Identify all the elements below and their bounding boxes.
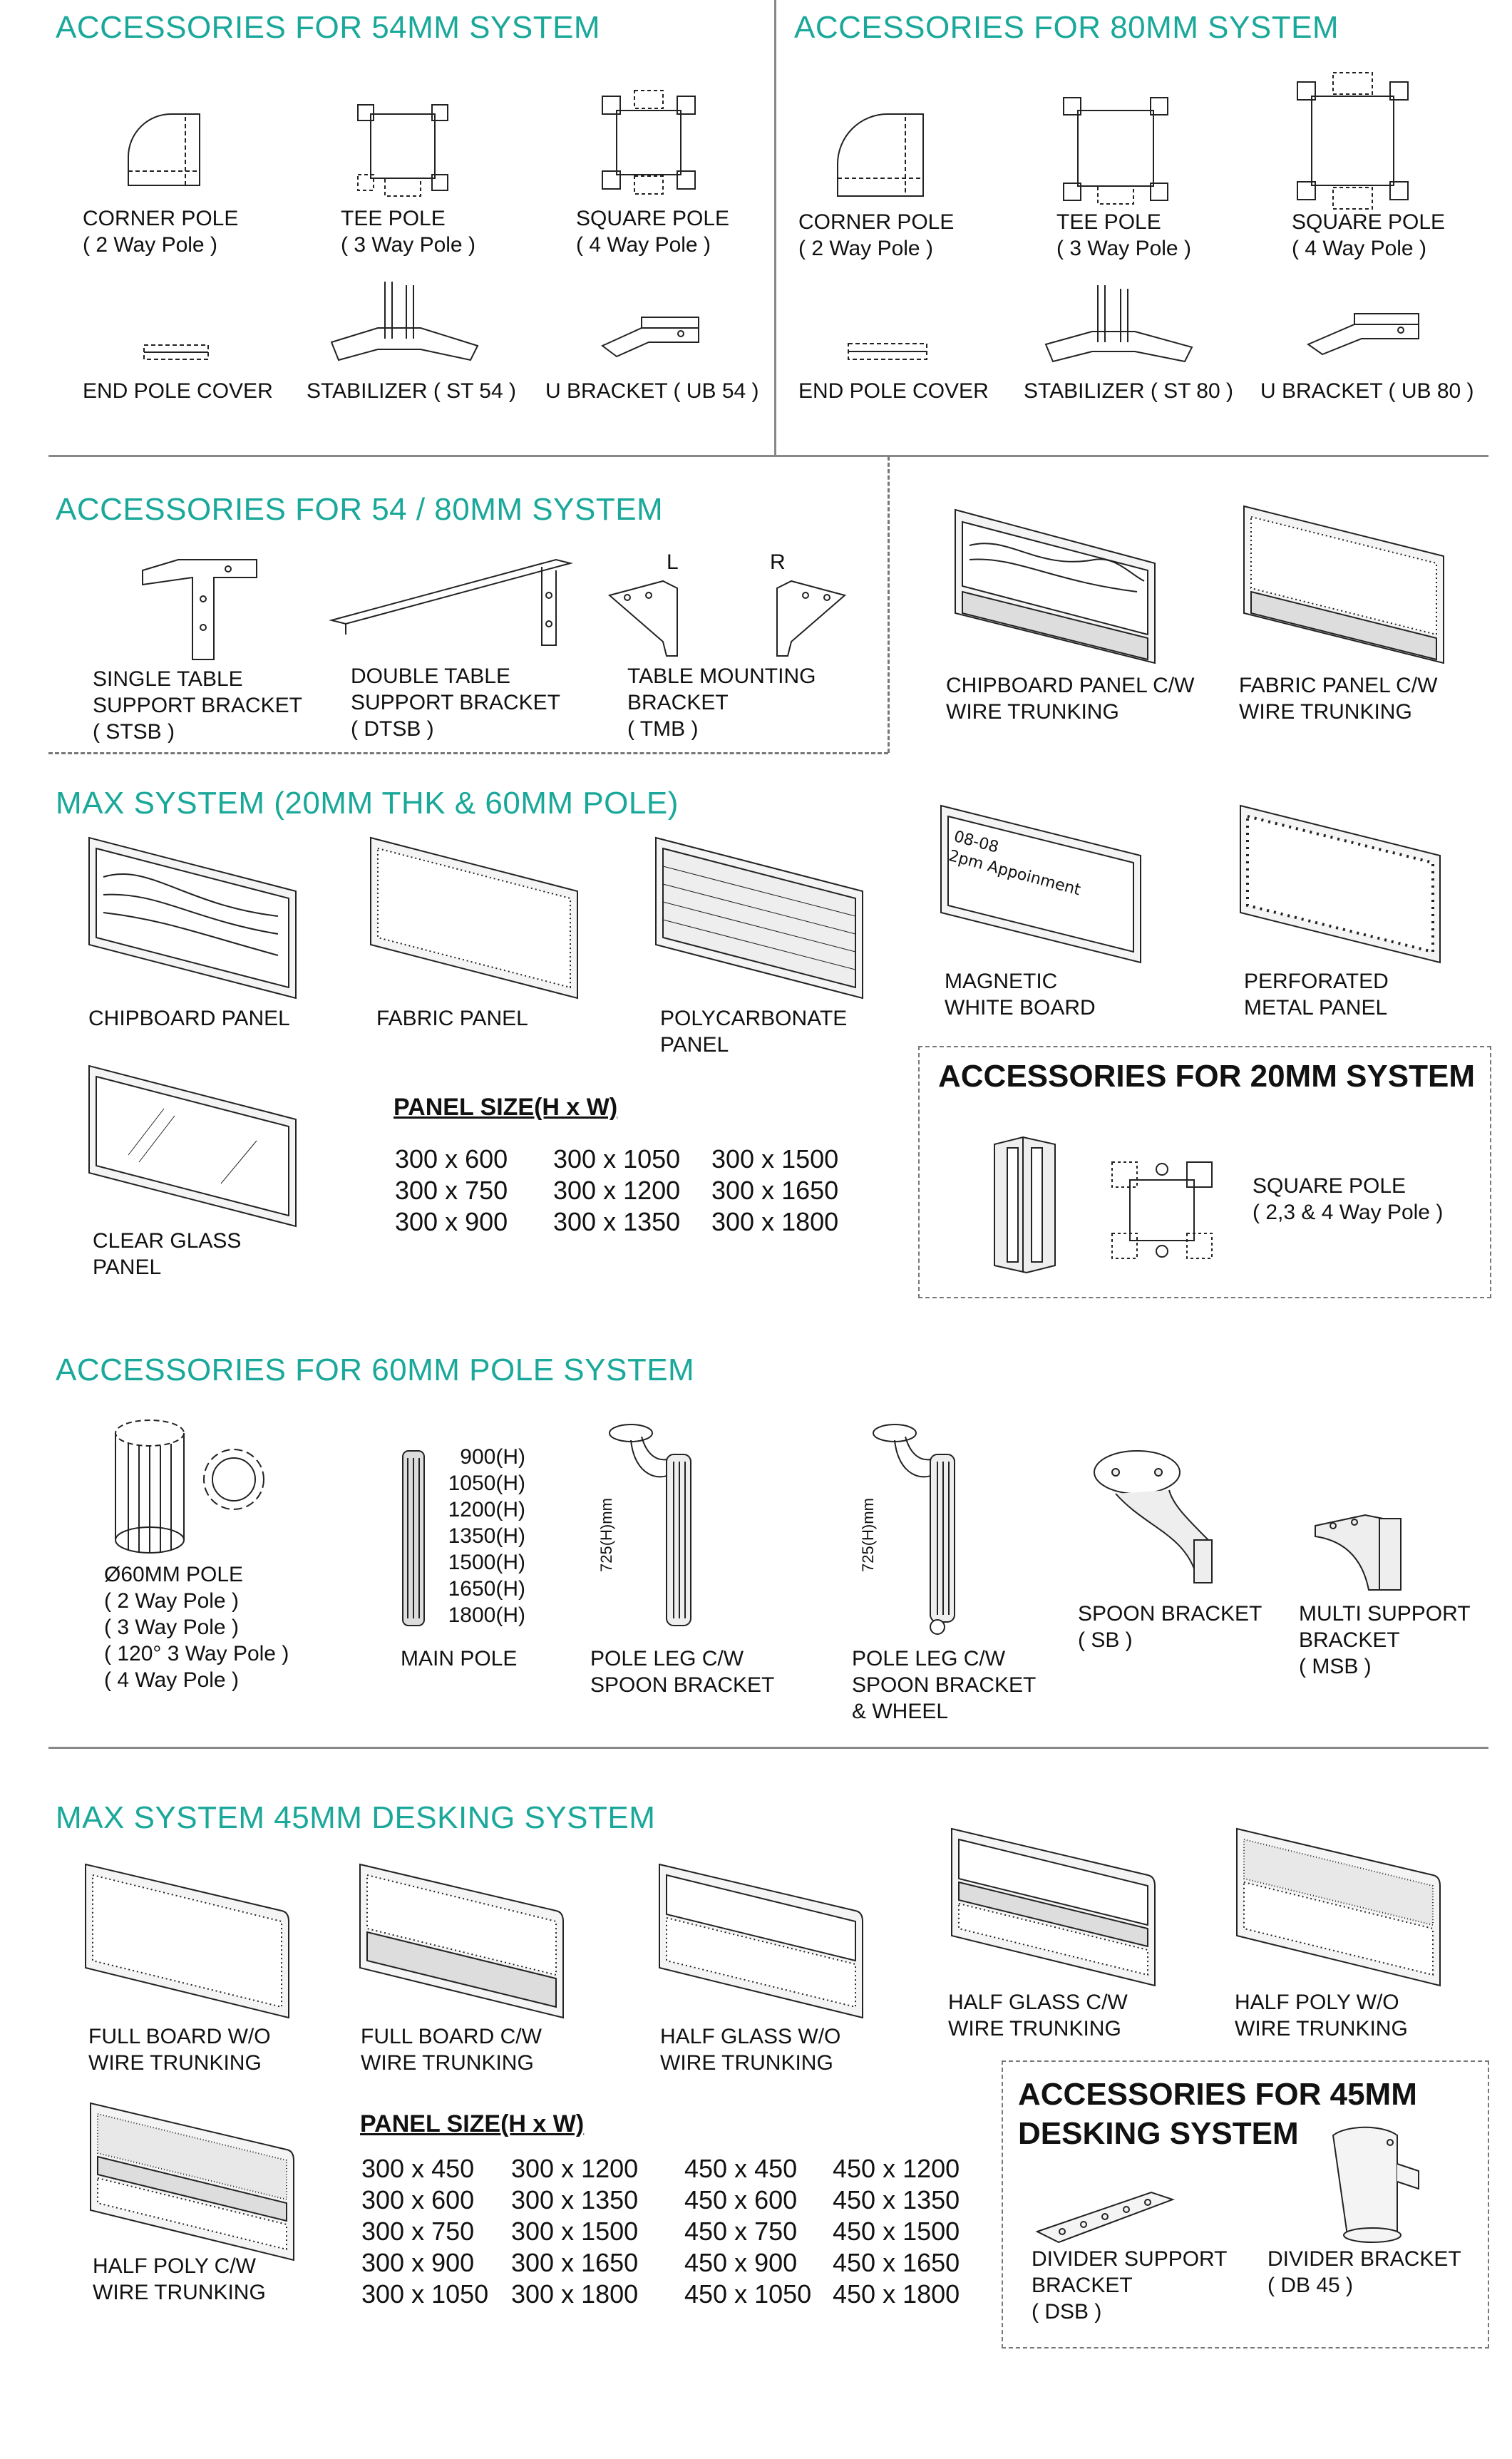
chipboard-panel-icon bbox=[86, 834, 299, 1002]
stabilizer-icon bbox=[328, 278, 481, 371]
label-end-pole-cover-80: END POLE COVER bbox=[798, 379, 989, 403]
height-option: 1350(H) bbox=[448, 1524, 525, 1548]
acc20-title: ACCESSORIES FOR 20MM SYSTEM bbox=[938, 1059, 1476, 1094]
full-board-cw-icon bbox=[356, 1861, 567, 2025]
panel-size: 450 x 600 bbox=[684, 2185, 798, 2214]
panel-size: 300 x 900 bbox=[395, 1207, 508, 1236]
panel-size-col bbox=[684, 2153, 811, 2310]
panel-size: 300 x 1200 bbox=[511, 2154, 639, 2183]
height-option: 900(H) bbox=[460, 1445, 525, 1469]
label-pole-leg: POLE LEG C/W SPOON BRACKET bbox=[590, 1647, 775, 1697]
tmb-left-icon bbox=[606, 577, 713, 659]
dimension-label: 725(H)mm bbox=[859, 1498, 877, 1572]
label-stabilizer-80: STABILIZER ( ST 80 ) bbox=[1024, 379, 1233, 403]
label-u-bracket-54: U BRACKET ( UB 54 ) bbox=[545, 379, 759, 403]
acc45-title: ACCESSORIES FOR 45MM DESKING SYSTEM bbox=[1018, 2077, 1417, 2151]
dimension-label: 725(H)mm bbox=[597, 1498, 615, 1572]
label-tmb: TABLE MOUNTING BRACKET ( TMB ) bbox=[627, 664, 816, 741]
panel-size-col bbox=[395, 1144, 508, 1238]
u-bracket-icon bbox=[599, 314, 706, 364]
label-perforated: PERFORATED METAL PANEL bbox=[1244, 970, 1389, 1020]
corner-pole-icon bbox=[121, 107, 207, 192]
square-pole-icon bbox=[1294, 71, 1411, 210]
dtsb-icon bbox=[328, 553, 574, 652]
label-clear-glass: CLEAR GLASS PANEL bbox=[93, 1229, 242, 1279]
fabric-panel-icon bbox=[367, 834, 581, 1002]
panel-size: 300 x 1050 bbox=[553, 1144, 681, 1174]
label-dtsb: DOUBLE TABLE SUPPORT BRACKET ( DTSB ) bbox=[351, 664, 560, 741]
panel-size-title-45: PANEL SIZE(H x W) bbox=[360, 2110, 585, 2137]
label-half-poly-wo: HALF POLY W/O WIRE TRUNKING bbox=[1235, 1991, 1408, 2040]
label-msb: MULTI SUPPORT BRACKET ( MSB ) bbox=[1299, 1602, 1471, 1678]
section-title-45mm: MAX SYSTEM 45MM DESKING SYSTEM bbox=[56, 1800, 656, 1835]
label-half-glass-cw: HALF GLASS C/W WIRE TRUNKING bbox=[948, 1991, 1128, 2040]
half-glass-wo-icon bbox=[656, 1861, 866, 2025]
label-main-pole: MAIN POLE bbox=[401, 1647, 518, 1670]
panel-size: 300 x 750 bbox=[395, 1176, 508, 1205]
panel-size: 300 x 1050 bbox=[361, 2279, 489, 2309]
full-board-wo-icon bbox=[82, 1861, 292, 2025]
label-square-pole-54: SQUARE POLE ( 4 Way Pole ) bbox=[576, 207, 730, 257]
label-square-pole-80: SQUARE POLE ( 4 Way Pole ) bbox=[1292, 210, 1446, 260]
spoon-bracket-icon bbox=[1087, 1447, 1230, 1590]
section-title-60mm: ACCESSORIES FOR 60MM POLE SYSTEM bbox=[56, 1352, 695, 1387]
section-title-max20: MAX SYSTEM (20MM THK & 60MM POLE) bbox=[56, 786, 679, 821]
panel-size: 450 x 450 bbox=[684, 2154, 798, 2183]
label-polycarbonate: POLYCARBONATE PANEL bbox=[660, 1007, 848, 1057]
panel-size: 450 x 1350 bbox=[833, 2185, 960, 2214]
label-stsb: SINGLE TABLE SUPPORT BRACKET ( STSB ) bbox=[93, 667, 302, 744]
panel-size-col bbox=[511, 2153, 638, 2310]
panel-size: 300 x 900 bbox=[361, 2248, 475, 2277]
chipboard-panel-trunking-icon bbox=[952, 506, 1158, 667]
panel-size: 300 x 1500 bbox=[711, 1144, 839, 1174]
corner-pole-icon bbox=[830, 107, 930, 203]
panel-size-col bbox=[833, 2153, 960, 2310]
stsb-icon bbox=[135, 556, 264, 663]
clear-glass-panel-icon bbox=[86, 1062, 299, 1230]
label-corner-pole-80: CORNER POLE ( 2 Way Pole ) bbox=[798, 210, 955, 260]
panel-size: 300 x 450 bbox=[361, 2154, 475, 2183]
label-acc20-square: SQUARE POLE ( 2,3 & 4 Way Pole ) bbox=[1253, 1174, 1444, 1224]
panel-size: 300 x 1200 bbox=[553, 1176, 681, 1205]
label-full-cw: FULL BOARD C/W WIRE TRUNKING bbox=[361, 2025, 542, 2075]
height-option: 1050(H) bbox=[448, 1472, 525, 1495]
pole-leg-wheel-icon bbox=[870, 1419, 970, 1636]
label-right: R bbox=[770, 550, 786, 574]
label-half-poly-cw: HALF POLY C/W WIRE TRUNKING bbox=[93, 2254, 266, 2304]
label-magnetic: MAGNETIC WHITE BOARD bbox=[945, 970, 1096, 1020]
label-full-wo: FULL BOARD W/O WIRE TRUNKING bbox=[88, 2025, 271, 2075]
panel-size: 300 x 600 bbox=[395, 1144, 508, 1174]
section-title-54-80mm: ACCESSORIES FOR 54 / 80MM SYSTEM bbox=[56, 492, 664, 527]
panel-size: 300 x 750 bbox=[361, 2217, 475, 2246]
fabric-panel-trunking-icon bbox=[1240, 503, 1447, 667]
panel-size-col bbox=[711, 1144, 838, 1238]
panel-size-col bbox=[553, 1144, 680, 1238]
panel-size: 300 x 1800 bbox=[511, 2279, 639, 2309]
half-poly-wo-icon bbox=[1233, 1825, 1444, 1993]
square-pole-20-icon bbox=[987, 1134, 1066, 1276]
label-fabric-trunking: FABRIC PANEL C/W WIRE TRUNKING bbox=[1239, 674, 1438, 724]
panel-size: 450 x 1500 bbox=[833, 2217, 960, 2246]
section-title-80mm: ACCESSORIES FOR 80MM SYSTEM bbox=[794, 10, 1339, 45]
panel-size: 300 x 1800 bbox=[711, 1207, 839, 1236]
label-dsb: DIVIDER SUPPORT BRACKET ( DSB ) bbox=[1032, 2247, 1228, 2324]
label-left: L bbox=[667, 550, 679, 574]
panel-size: 300 x 1500 bbox=[511, 2217, 639, 2246]
db45-icon bbox=[1319, 2121, 1426, 2246]
stabilizer-icon bbox=[1042, 282, 1195, 371]
label-corner-pole-54: CORNER POLE ( 2 Way Pole ) bbox=[83, 207, 239, 257]
height-option: 1200(H) bbox=[448, 1498, 525, 1521]
panel-size: 450 x 750 bbox=[684, 2217, 798, 2246]
panel-size-col bbox=[361, 2153, 488, 2310]
pole-leg-spoon-icon bbox=[606, 1419, 706, 1633]
dashed-frame bbox=[888, 456, 890, 753]
vertical-divider bbox=[774, 0, 776, 455]
label-spoon: SPOON BRACKET ( SB ) bbox=[1078, 1602, 1262, 1652]
label-u-bracket-80: U BRACKET ( UB 80 ) bbox=[1260, 379, 1474, 403]
tee-pole-icon bbox=[356, 103, 449, 200]
label-end-pole-cover-54: END POLE COVER bbox=[83, 379, 273, 403]
label-pole-leg-wheel: POLE LEG C/W SPOON BRACKET & WHEEL bbox=[852, 1647, 1037, 1723]
label-tee-pole-54: TEE POLE ( 3 Way Pole ) bbox=[341, 207, 475, 257]
section-title-54mm: ACCESSORIES FOR 54MM SYSTEM bbox=[56, 10, 601, 45]
main-pole-icon bbox=[399, 1447, 428, 1629]
label-fabric: FABRIC PANEL bbox=[376, 1007, 528, 1030]
height-option: 1500(H) bbox=[448, 1551, 525, 1574]
multi-support-bracket-icon bbox=[1312, 1511, 1411, 1593]
panel-size: 300 x 1350 bbox=[511, 2185, 639, 2214]
half-poly-cw-icon bbox=[87, 2100, 297, 2267]
polycarbonate-panel-icon bbox=[652, 834, 866, 1002]
pole-60-icon bbox=[107, 1415, 271, 1558]
dsb-icon bbox=[1034, 2185, 1176, 2249]
panel-size: 300 x 1350 bbox=[553, 1207, 681, 1236]
square-pole-icon bbox=[599, 89, 699, 196]
panel-size: 300 x 1650 bbox=[711, 1176, 839, 1205]
panel-size: 300 x 1650 bbox=[511, 2248, 639, 2277]
label-chipboard-trunking: CHIPBOARD PANEL C/W WIRE TRUNKING bbox=[946, 674, 1195, 724]
panel-size: 450 x 900 bbox=[684, 2248, 798, 2277]
horizontal-divider bbox=[48, 455, 1488, 457]
tmb-right-icon bbox=[741, 577, 848, 659]
label-db45: DIVIDER BRACKET ( DB 45 ) bbox=[1267, 2247, 1461, 2297]
half-glass-cw-icon bbox=[948, 1825, 1158, 1993]
label-pole-60: Ø60MM POLE ( 2 Way Pole ) ( 3 Way Pole ) ( 120° 3 Way Pole ) ( 4 Way Pole ) bbox=[104, 1563, 289, 1692]
main-pole-heights bbox=[446, 1444, 525, 1628]
panel-size: 300 x 600 bbox=[361, 2185, 475, 2214]
horizontal-divider bbox=[48, 1747, 1488, 1749]
panel-size: 450 x 1200 bbox=[833, 2154, 960, 2183]
height-option: 1650(H) bbox=[448, 1577, 525, 1601]
panel-size: 450 x 1050 bbox=[684, 2279, 812, 2309]
tee-pole-icon bbox=[1062, 96, 1169, 207]
end-pole-cover-icon bbox=[143, 342, 210, 362]
panel-size: 450 x 1800 bbox=[833, 2279, 960, 2309]
square-pole-20-section-icon bbox=[1105, 1155, 1219, 1266]
whiteboard-note: 08-08 2pm Appoinment bbox=[947, 827, 1083, 900]
label-tee-pole-80: TEE POLE ( 3 Way Pole ) bbox=[1056, 210, 1191, 260]
perforated-metal-panel-icon bbox=[1237, 802, 1444, 966]
label-chipboard: CHIPBOARD PANEL bbox=[88, 1007, 290, 1030]
dashed-frame bbox=[48, 752, 888, 754]
u-bracket-icon bbox=[1305, 310, 1426, 361]
end-pole-cover-icon bbox=[847, 341, 929, 362]
height-option: 1800(H) bbox=[448, 1603, 525, 1627]
label-half-glass-wo: HALF GLASS W/O WIRE TRUNKING bbox=[660, 2025, 841, 2075]
panel-size-title: PANEL SIZE(H x W) bbox=[394, 1094, 618, 1121]
label-stabilizer-54: STABILIZER ( ST 54 ) bbox=[307, 379, 516, 403]
panel-size: 450 x 1650 bbox=[833, 2248, 960, 2277]
